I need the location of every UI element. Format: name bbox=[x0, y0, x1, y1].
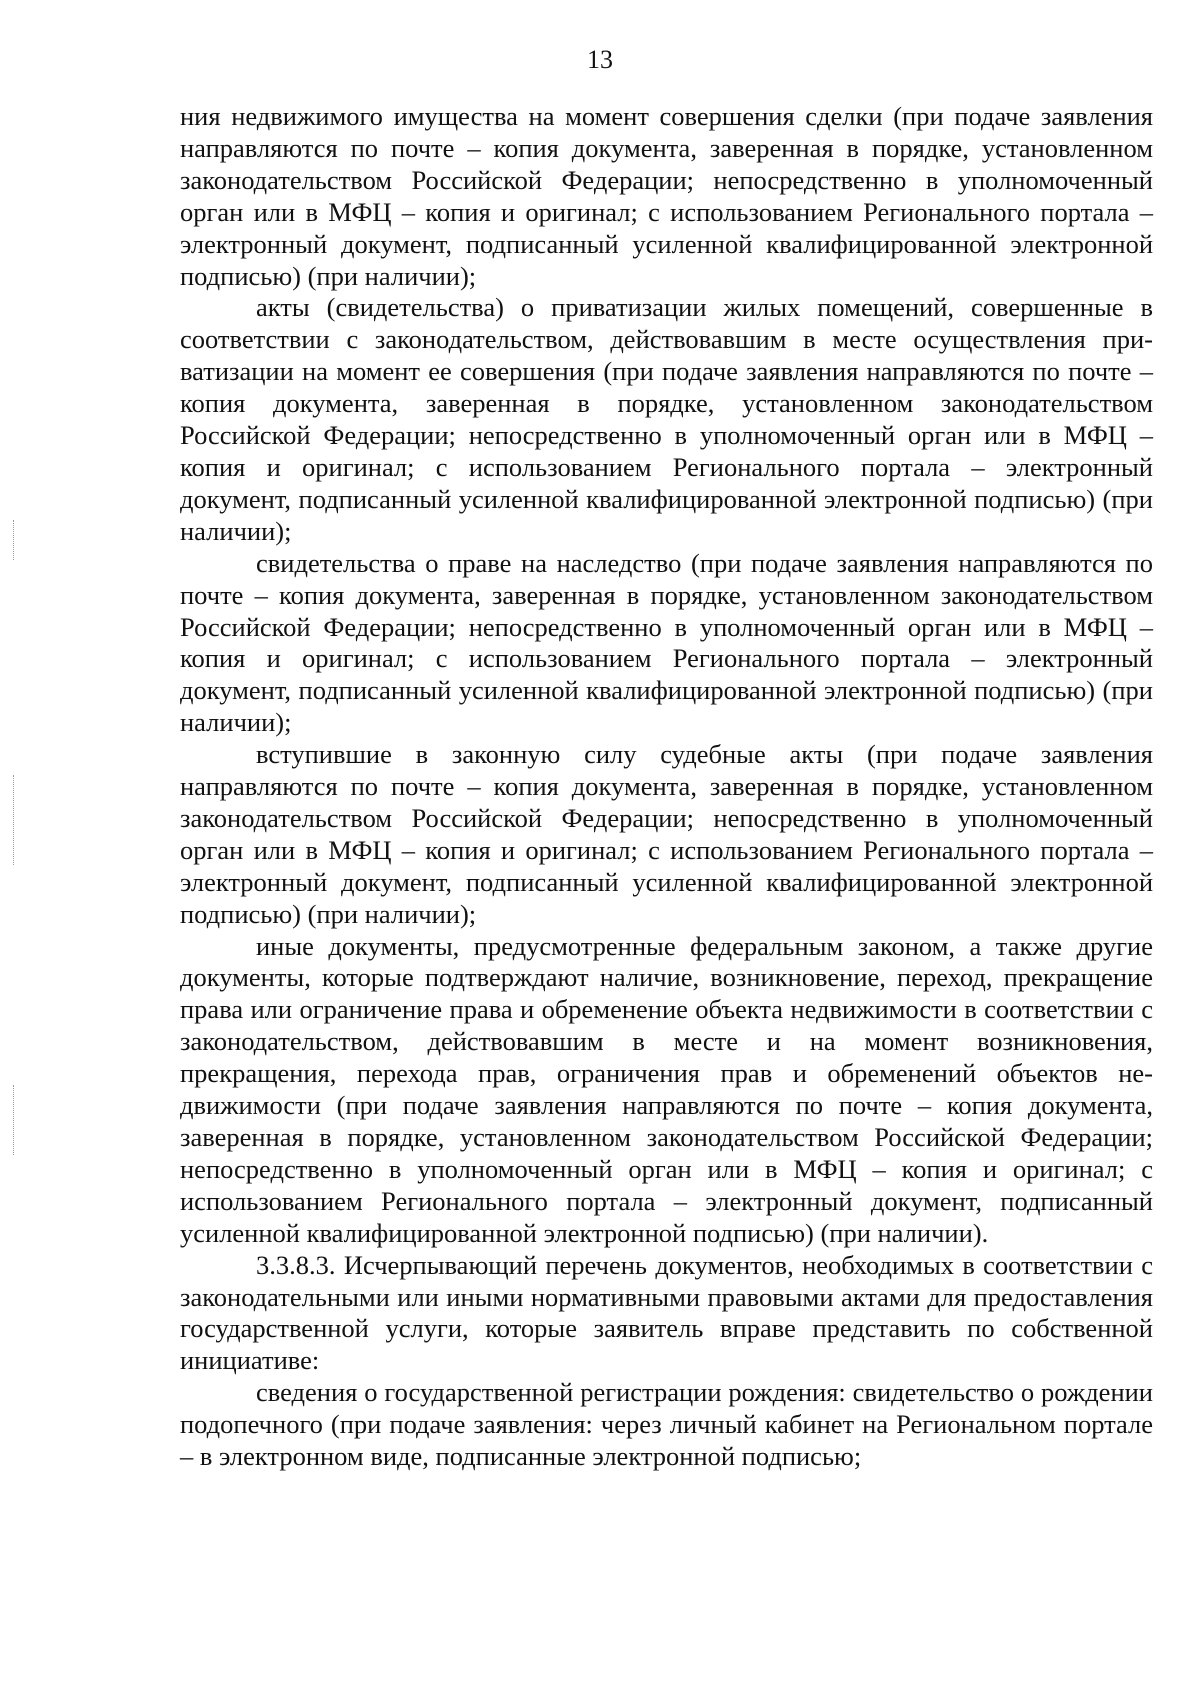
paragraph-1: ния недвижимого имущества на момент совершения сделки (при подаче заявления направляются по почте – копия документа, заверенная в порядке, установленном законодательством Российской Федерации; непосредственно в уполномоченный орган или в МФЦ – копия и оригинал; с использованием Регионального портала – электронный документ, подписанный усиленной квалифицированной электронной подписью) (при наличии); bbox=[180, 101, 1153, 291]
page-number: 13 bbox=[587, 45, 613, 74]
paragraph-6: 3.3.8.3. Исчерпывающий перечень документов, необходимых в соответствии с законодательными или иными нормативными правовыми актами для предоставления государственной услуги, которые заявитель вправе представить по собственной инициативе: bbox=[180, 1249, 1153, 1376]
scan-artifact-lower bbox=[13, 1085, 15, 1155]
paragraph-5: иные документы, предусмотренные федеральным законом, а также другие документы, которые подтверждают наличие, возникновение, переход, прекращение права или ограничение права и обременение объекта недвижимости в соответствии с законодательством, действовавшим в месте и на момент возникновения, прекращения, перехода прав, ограничения прав и обременений объектов недвижимости (при подаче заявления направляются по почте – копия документа, заверенная в порядке, установленном законодательством Российской Федерации; непосредственно в уполномоченный орган или в МФЦ – копия и оригинал; с использованием Регионального портала – электронный документ, подписанный усиленной квалифицированной электронной подписью) (при наличии). bbox=[180, 930, 1153, 1248]
scan-artifact-middle bbox=[13, 775, 15, 865]
paragraph-3: свидетельства о праве на наследство (при подаче заявления направляются по почте – копия документа, заверенная в порядке, установленном законодательством Российской Федерации; непосредственно в уполномоченный орган или в МФЦ – копия и оригинал; с использованием Регионального портала – электронный документ, подписанный усиленной квалифицированной электронной подписью) (при наличии); bbox=[180, 547, 1153, 738]
paragraph-4: вступившие в законную силу судебные акты (при подаче заявления направляются по почте – копия документа, заверенная в порядке, установленном законодательством Российской Федерации; непосредственно в уполномоченный орган или в МФЦ – копия и оригинал; с использованием Регионального портала – электронный документ, подписанный усиленной квалифицированной электронной подписью) (при наличии); bbox=[180, 739, 1153, 929]
paragraph-7: сведения о государственной регистрации рождения: свидетельство о рождении подопечного (при подаче заявления: через личный кабинет на Региональном портале – в электронном виде, подписанные электронной подписью; bbox=[180, 1377, 1153, 1472]
body-text bbox=[180, 101, 1153, 1473]
paragraph-2: акты (свидетельства) о приватизации жилых помещений, совершенные в соответствии с законодательством, действовавшим в месте осуществления приватизации на момент ее совершения (при подаче заявления направляются по почте – копия документа, заверенная в порядке, установленном законодательством Российской Федерации; непосредственно в уполномоченный орган или в МФЦ – копия и оригинал; с использованием Регионального портала – электронный документ, подписанный усиленной квалифицированной электронной подписью) (при наличии); bbox=[180, 292, 1153, 546]
scan-artifact-top bbox=[13, 520, 15, 560]
